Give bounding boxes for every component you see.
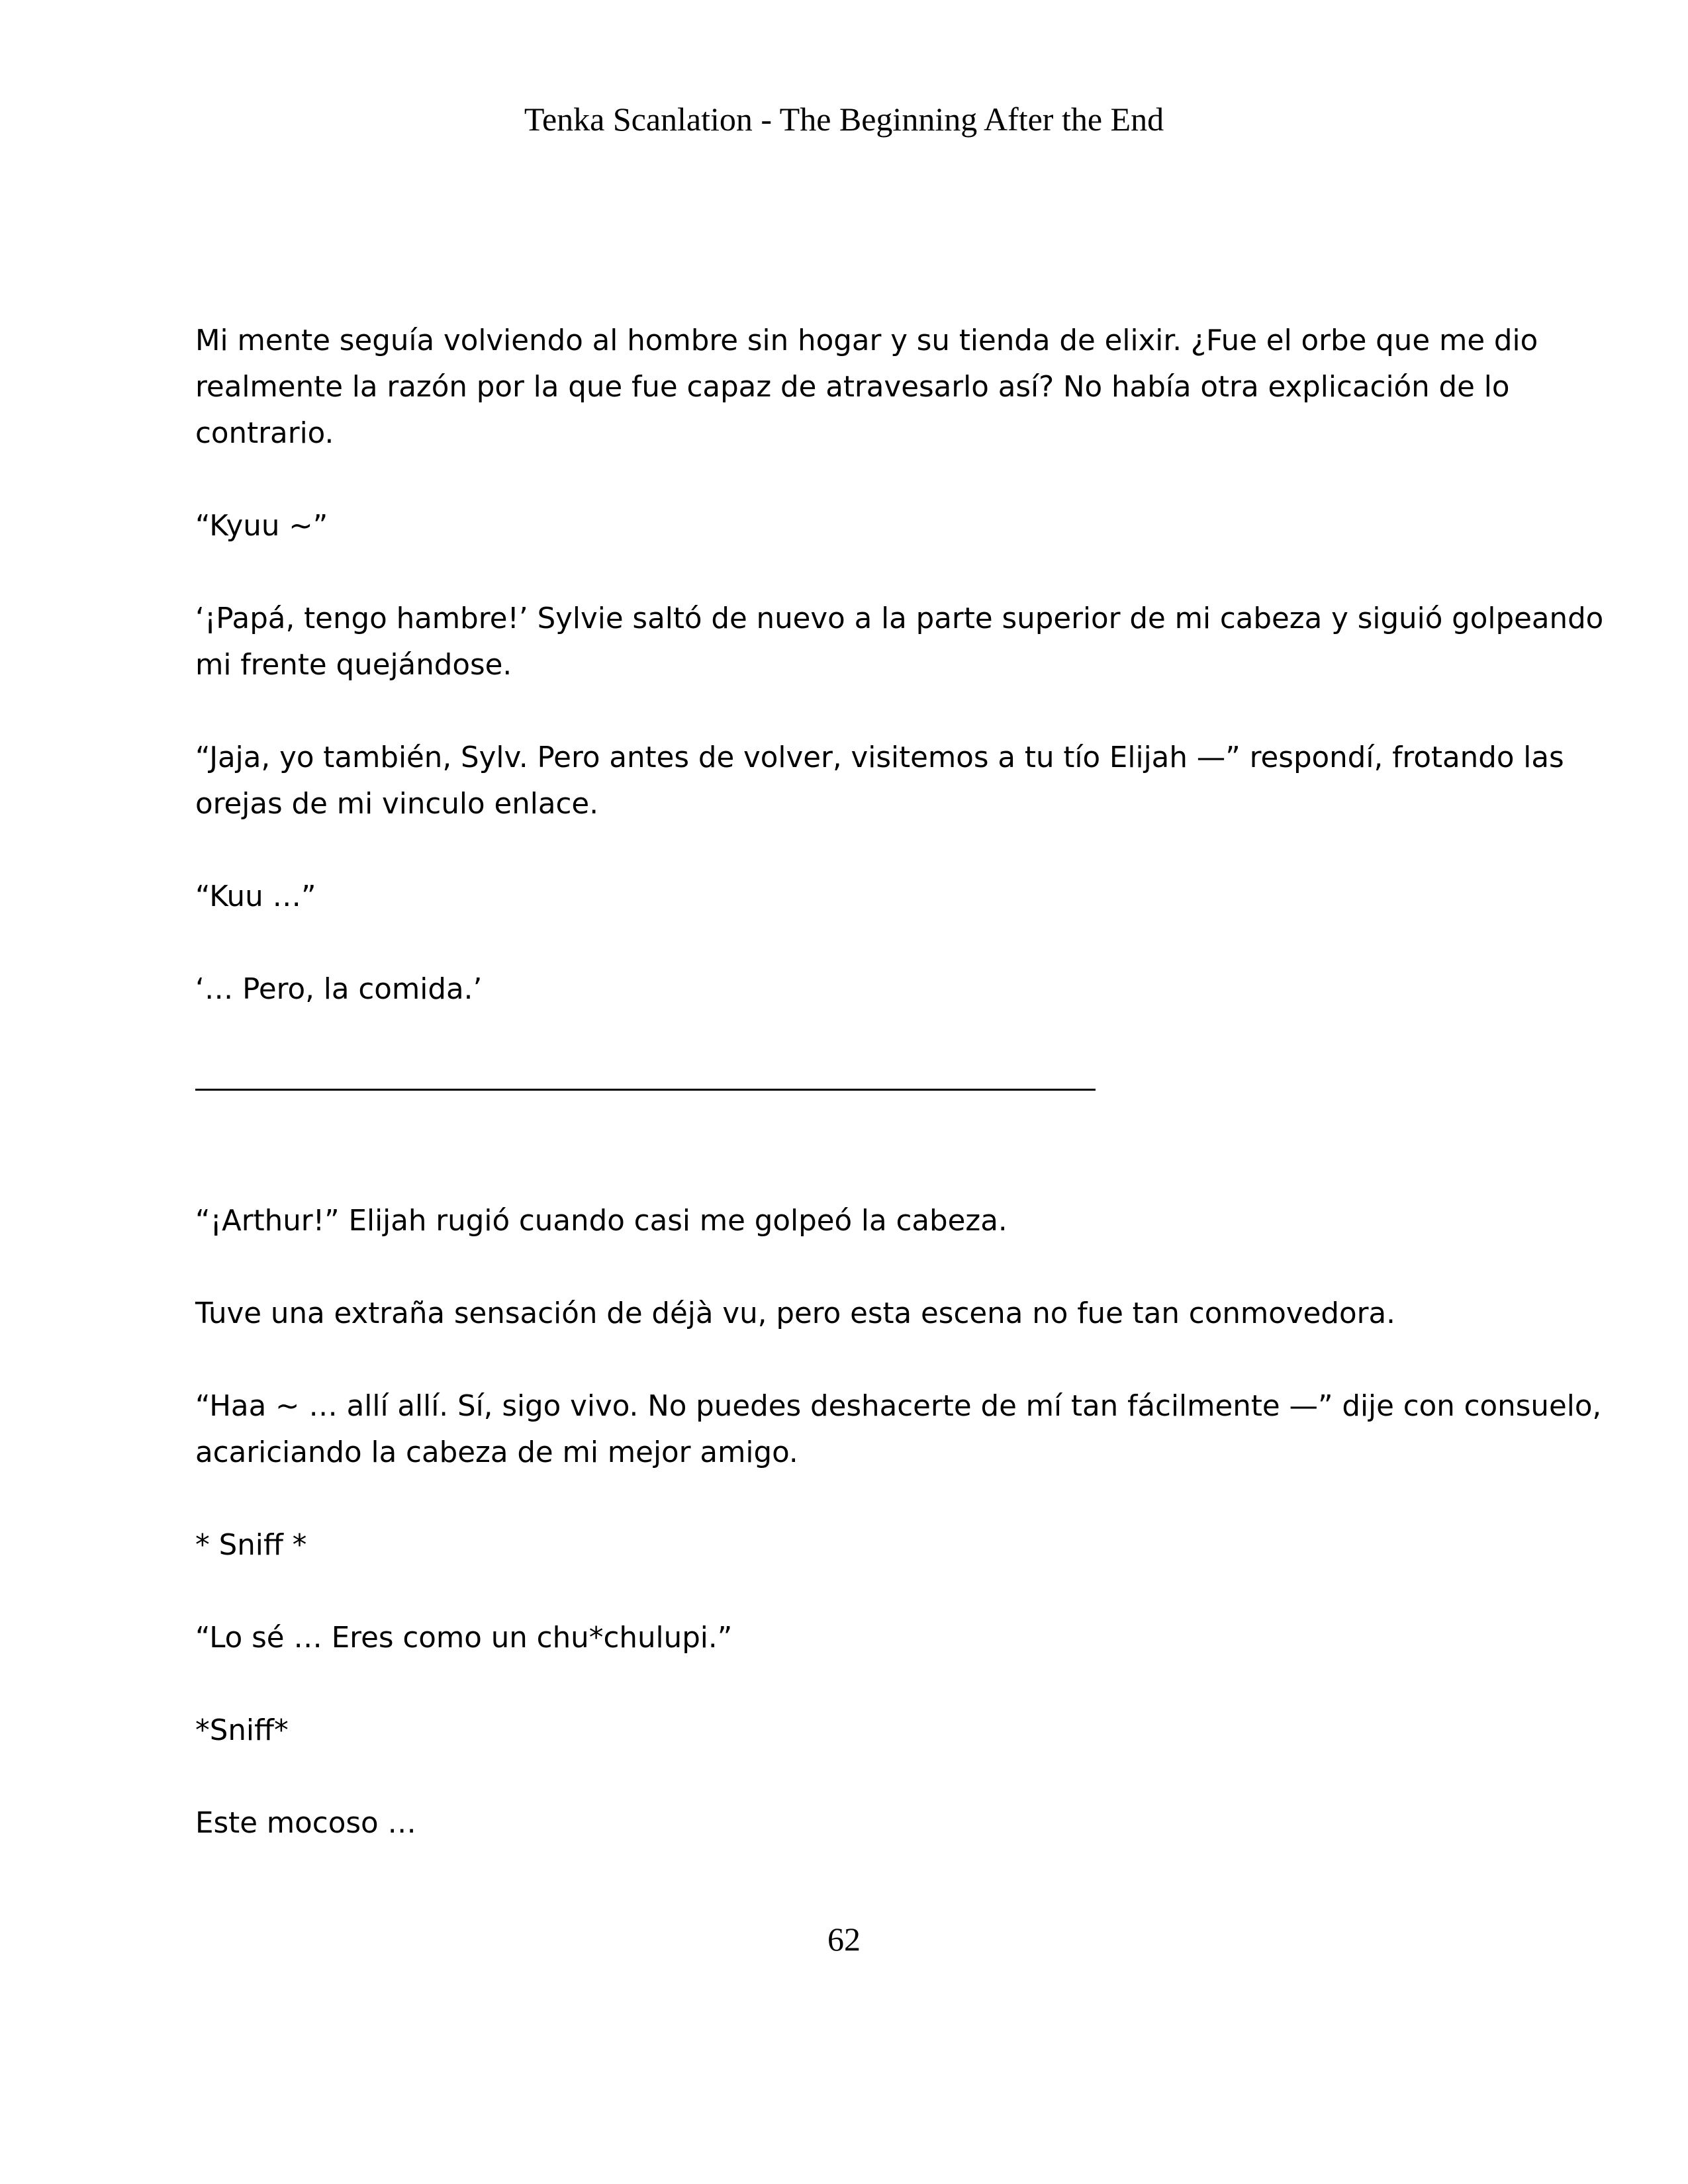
paragraph-4-line-2: orejas de mi vinculo enlace. xyxy=(195,788,599,821)
paragraph-10-line-1: * Sniff * xyxy=(195,1529,307,1562)
paragraph-9-line-2: acariciando la cabeza de mi mejor amigo. xyxy=(195,1436,798,1469)
paragraph-11-line-1: “Lo sé … Eres como un chu*chulupi.” xyxy=(195,1621,733,1655)
paragraph-1-line-3: contrario. xyxy=(195,417,334,450)
paragraph-2 xyxy=(195,503,1506,549)
paragraph-6 xyxy=(195,966,1506,1013)
paragraph-3-line-2: mi frente quejándose. xyxy=(195,649,512,682)
paragraph-8-line-1: Tuve una extraña sensación de déjà vu, pero esta escena no fue tan conmovedora. xyxy=(195,1297,1395,1330)
paragraph-11 xyxy=(195,1615,1506,1661)
paragraph-1-line-1: Mi mente seguía volviendo al hombre sin hogar y su tienda de elixir. ¿Fue el orbe que me dio xyxy=(195,324,1538,357)
paragraph-7-line-1: “¡Arthur!” Elijah rugió cuando casi me golpeó la cabeza. xyxy=(195,1205,1008,1238)
paragraph-5-line-1: “Kuu …” xyxy=(195,880,316,913)
paragraph-1 xyxy=(195,318,1538,457)
paragraph-10 xyxy=(195,1522,1506,1569)
paragraph-13 xyxy=(195,1800,1506,1846)
paragraph-13-line-1: Este mocoso … xyxy=(195,1807,416,1840)
paragraph-7 xyxy=(195,1198,1506,1244)
paragraph-4-line-1: “Jaja, yo también, Sylv. Pero antes de volver, visitemos a tu tío Elijah —” respondí, frotando las xyxy=(195,741,1564,774)
paragraph-3-line-1: ‘¡Papá, tengo hambre!’ Sylvie saltó de nuevo a la parte superior de mi cabeza y siguió golpeando xyxy=(195,602,1604,635)
page-header-title: Tenka Scanlation - The Beginning After the End xyxy=(524,101,1164,138)
paragraph-2-line-1: “Kyuu ~” xyxy=(195,510,328,543)
paragraph-6-line-1: ‘… Pero, la comida.’ xyxy=(195,973,483,1006)
paragraph-1-line-2: realmente la razón por la que fue capaz de atravesarlo así? No había otra explicación de lo xyxy=(195,371,1510,404)
paragraph-4 xyxy=(195,735,1564,827)
page-number: 62 xyxy=(827,1921,861,1958)
paragraph-12 xyxy=(195,1707,1506,1754)
paragraph-12-line-1: *Sniff* xyxy=(195,1714,289,1747)
paragraph-3 xyxy=(195,596,1604,688)
section-separator xyxy=(195,1089,1096,1091)
paragraph-5 xyxy=(195,874,1506,920)
paragraph-9-line-1: “Haa ~ … allí allí. Sí, sigo vivo. No puedes deshacerte de mí tan fácilmente —” dije con consuelo, xyxy=(195,1390,1602,1423)
paragraph-9 xyxy=(195,1383,1602,1476)
paragraph-8 xyxy=(195,1291,1506,1337)
